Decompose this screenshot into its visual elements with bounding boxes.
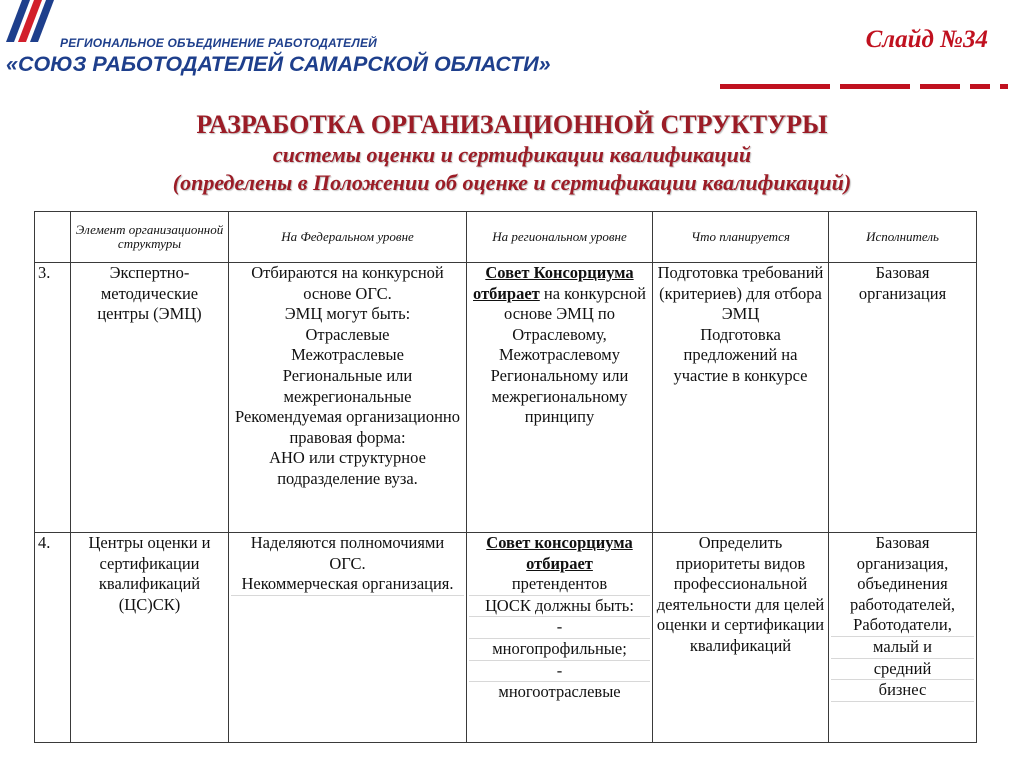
cell-line: средний	[831, 659, 974, 681]
cell-line: малый и	[831, 637, 974, 659]
cell-line: Региональные или межрегиональные	[282, 365, 413, 406]
row-number: 3.	[35, 263, 71, 533]
cell-planned: Определить приоритеты видов профессиональной деятельности для целей оценки и сертификации квалификаций	[653, 533, 829, 743]
regional-text: на конкурсной основе ЭМЦ по Отраслевому, Межотраслевому Региональному или межрегиональному принципу	[490, 283, 646, 427]
cell-line: многоотраслевые	[498, 682, 621, 702]
cell-line: Подготовка требований (критериев) для отбора ЭМЦ	[657, 263, 824, 324]
regional-emphasis: Совет консорциума отбирает	[486, 533, 633, 573]
cell-federal	[229, 263, 467, 533]
cell-element: Центры оценки и сертификации квалификаций (ЦС)СК)	[71, 533, 229, 743]
cell-line: -	[469, 617, 650, 639]
cell-line: ЭМЦ могут быть:	[284, 304, 411, 324]
page-title: РАЗРАБОТКА ОРГАНИЗАЦИОННОЙ СТРУКТУРЫ	[196, 110, 828, 139]
cell-element: Экспертно-методические центры (ЭМЦ)	[71, 263, 229, 533]
header-regional: На региональном уровне	[467, 212, 653, 263]
table-row	[35, 533, 977, 743]
header-federal: На Федеральном уровне	[229, 212, 467, 263]
cell-line: Отбираются на конкурсной основе ОГС.	[251, 263, 444, 303]
cell-line: Наделяются полномочиями ОГС.	[250, 533, 445, 573]
cell-regional	[467, 533, 653, 743]
decorative-dash-line	[720, 84, 1020, 92]
cell-executor: Базовая организация	[829, 263, 977, 533]
cell-line: Работодатели,	[831, 615, 974, 637]
cell-line: Рекомендуемая организационно правовая форма:	[234, 407, 461, 447]
cell-regional	[467, 263, 653, 533]
cell-line: претендентов	[469, 574, 650, 596]
cell-planned	[653, 263, 829, 533]
header-planned: Что планируется	[653, 212, 829, 263]
page-subtitle-note: (определены в Положении об оценке и сертификации квалификаций)	[172, 170, 852, 195]
page-subtitle: системы оценки и сертификации квалификаций	[272, 142, 752, 167]
cell-line: объединения работодателей,	[849, 574, 956, 614]
cell-line: ЦОСК должны быть:	[469, 596, 650, 618]
logo-flag-icon	[0, 0, 80, 60]
cell-line: многопрофильные;	[469, 639, 650, 661]
cell-line: Некоммерческая организация.	[231, 574, 464, 596]
table-header-row	[35, 212, 977, 263]
cell-executor	[829, 533, 977, 743]
slide-number: Слайд №34	[865, 26, 988, 53]
structure-table	[34, 211, 977, 743]
cell-line: АНО или структурное подразделение вуза.	[269, 448, 426, 488]
header-num	[35, 212, 71, 263]
cell-line: Отраслевые	[305, 324, 390, 344]
org-logo	[0, 0, 620, 100]
cell-line: бизнес	[831, 680, 974, 702]
cell-federal	[229, 533, 467, 743]
cell-line: Базовая организация,	[856, 533, 949, 573]
cell-line: Межотраслевые	[291, 345, 404, 365]
regional-emphasis: Совет Консорциума отбирает	[473, 263, 634, 303]
cell-line: -	[469, 661, 650, 683]
org-name: «СОЮЗ РАБОТОДАТЕЛЕЙ САМАРСКОЙ ОБЛАСТИ»	[6, 52, 551, 76]
header-executor: Исполнитель	[829, 212, 977, 263]
header-element: Элемент организационной структуры	[71, 212, 229, 263]
cell-line: Подготовка предложений на участие в конкурсе	[673, 324, 808, 385]
row-number: 4.	[35, 533, 71, 743]
table-row	[35, 263, 977, 533]
org-subtitle: РЕГИОНАЛЬНОЕ ОБЪЕДИНЕНИЕ РАБОТОДАТЕЛЕЙ	[60, 36, 377, 50]
